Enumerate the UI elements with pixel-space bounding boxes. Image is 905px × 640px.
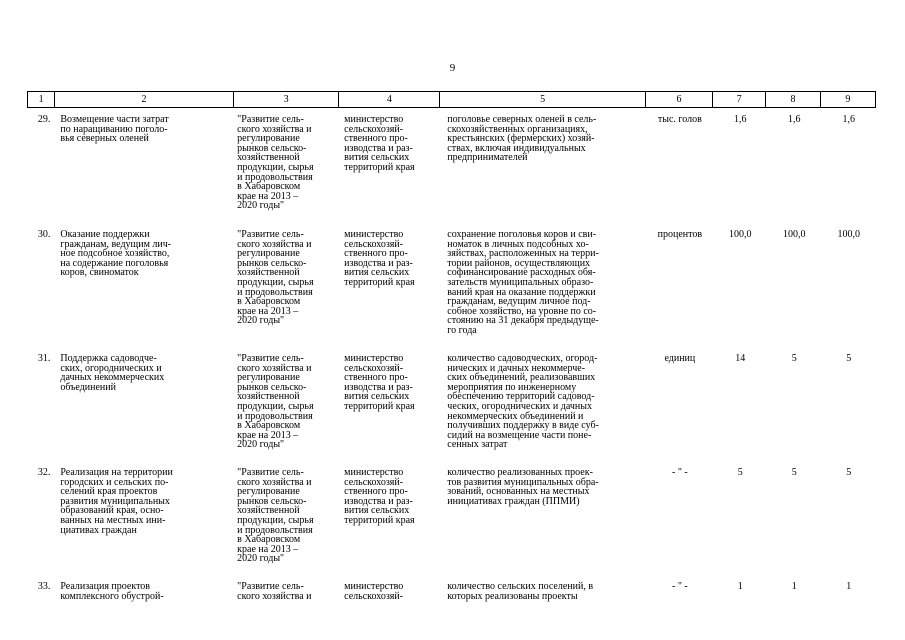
executor: министерство сельскохозяй- ственного про- изводства и раз- вития сельских территорий края [344,353,415,412]
row-number: 30. [37,229,51,240]
unit: процентов [657,229,703,240]
program-name: "Развитие сель- ского хозяйства и [237,581,312,602]
value-9: 5 [846,467,852,478]
value-9: 1,6 [842,114,855,125]
row-number: 29. [37,114,51,125]
table-header [27,91,876,108]
program-name: "Развитие сель- ского хозяйства и регулирование рынков сельско- хозяйственной продукции, сырья и продовольствия в Хабаровском крае на 2013 – 2020 годы" [237,229,314,327]
value-9: 100,0 [837,229,860,240]
indicator: количество сельских поселений, в которых реализованы проекты [447,581,594,602]
measure-name: Оказание поддержки гражданам, ведущим лич- ное подсобное хозяйство, на содержание поголовья коров, свиноматок [60,229,172,279]
executor: министерство сельскохозяй- ственного про- изводства и раз- вития сельских территорий края [344,114,415,173]
table-row [27,230,876,336]
program-name: "Развитие сель- ского хозяйства и регулирование рынков сельско- хозяйственной продукции, сырья и продовольствия в Хабаровском крае на 2013 – 2020 годы" [237,467,314,565]
indicator: поголовье северных оленей в сель- скохозяйственных организациях, крестьянских (фермерских) хозяй- ствах, включая индивидуальных предпринимателей [447,114,597,164]
unit: единиц [664,353,696,364]
column-header-3: 3 [234,92,340,107]
executor: министерство сельскохозяй- ственного про- изводства и раз- вития сельских территорий края [344,467,415,526]
column-header-6: 6 [646,92,713,107]
unit: - " - [671,581,688,592]
table-row [27,468,876,564]
value-9: 5 [846,353,852,364]
column-header-9: 9 [845,94,851,105]
column-header-8: 8 [766,92,820,107]
row-number: 31. [37,353,51,364]
value-8: 1,6 [787,114,801,125]
measure-name: Поддержка садоводче- ских, огороднических и дачных некоммерческих объединений [60,353,165,393]
row-number: 33. [37,581,51,592]
table-row [27,115,876,211]
value-8: 5 [791,467,797,478]
measure-name: Возмещение части затрат по наращиванию поголо- вья северных оленей [60,114,169,145]
program-name: "Развитие сель- ского хозяйства и регулирование рынков сельско- хозяйственной продукции, сырья и продовольствия в Хабаровском крае на 2013 – 2020 годы" [237,114,314,212]
value-7: 1 [737,581,743,592]
column-header-7: 7 [713,92,766,107]
value-7: 14 [735,353,746,364]
executor: министерство сельскохозяй- ственного про- изводства и раз- вития сельских территорий края [344,229,415,288]
value-7: 1,6 [733,114,747,125]
value-9: 1 [846,581,852,592]
executor: министерство сельскохозяй- [344,581,404,602]
page-number: 9 [449,62,456,74]
table-row [27,582,876,601]
column-header-2: 2 [55,92,234,107]
column-header-4: 4 [339,92,440,107]
row-number: 32. [37,467,51,478]
indicator: сохранение поголовья коров и сви- номаток в личных подсобных хо- зяйствах, расположенных на терри- тории районов, осуществляющих софинансирование расходных обя- зательств муниципальных образо- ваний края на оказание поддержки гражданам, ведущим личное под- собное хозяйство, на уровне по со- стоянию на 31 декабря предыдуще- го года [447,229,599,336]
value-8: 1 [791,581,797,592]
value-7: 5 [737,467,743,478]
indicator: количество реализованных проек- тов развития муниципальных обра- зований, основанных на местных инициативах граждан (ППМИ) [447,467,599,507]
measure-name: Реализация на территории городских и сельских по- селений края проектов развития муниципальных образований края, осно- ванных на местных ини- циативах граждан [60,467,173,536]
program-name: "Развитие сель- ского хозяйства и регулирование рынков сельско- хозяйственной продукции, сырья и продовольствия в Хабаровском крае на 2013 – 2020 годы" [237,353,314,451]
value-7: 100,0 [728,229,752,240]
indicator: количество садоводческих, огород- нических и дачных некоммерче- ских объединений, реализовавших мероприятия по инженерному обеспечению территорий садовод- ческих, огороднических и дачных некоммерческих объединений и получивших поддержку в виде суб- сидий на возмещение части поне- сенных затрат [447,353,599,451]
unit: тыс. голов [657,114,702,125]
column-header-5: 5 [440,92,646,107]
measure-name: Реализация проектов комплексного обустрой- [60,581,164,602]
column-header-1: 1 [28,92,55,107]
value-8: 100,0 [782,229,806,240]
value-8: 5 [791,353,797,364]
table-row [27,354,876,450]
unit: - " - [671,467,688,478]
